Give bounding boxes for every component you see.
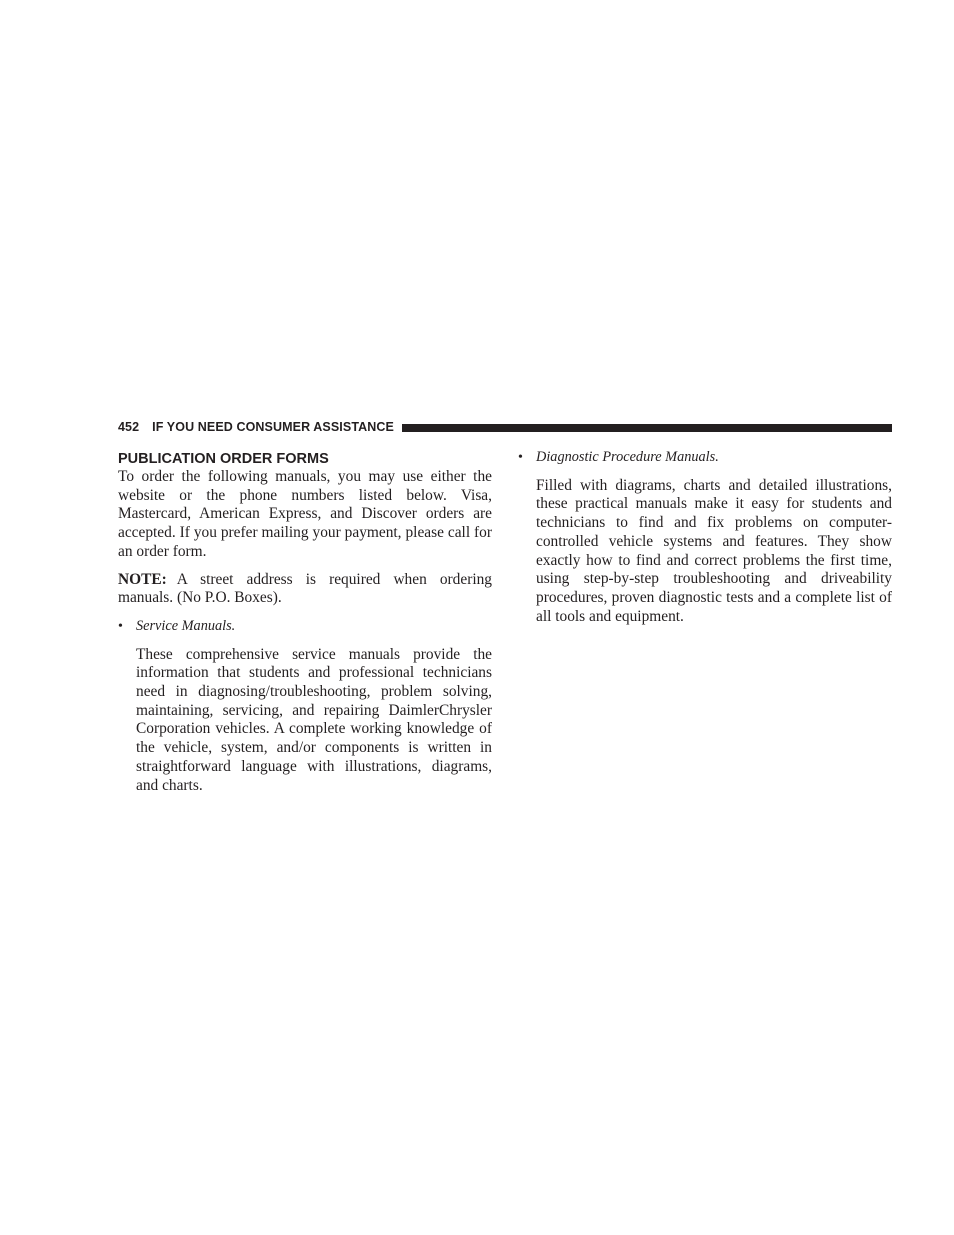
bullet-icon: • — [518, 450, 523, 465]
left-column — [118, 448, 492, 795]
bullet-label: Service Manuals. — [136, 617, 236, 634]
right-column — [518, 448, 892, 626]
bullet-label: Diagnostic Procedure Manuals. — [536, 449, 719, 465]
note-paragraph — [118, 571, 492, 608]
bullet-service-manuals — [118, 617, 492, 637]
header-rule — [402, 424, 892, 432]
section-title: IF YOU NEED CONSUMER ASSISTANCE — [152, 420, 394, 434]
note-label: NOTE: — [118, 570, 167, 588]
bullet-diagnostic-manuals — [518, 448, 892, 468]
bullet-icon: • — [118, 618, 123, 634]
diagnostic-manuals-description: Filled with diagrams, charts and detailed illustrations, these practical manuals make it easy for students and technicians to find and fix problems on computer-controlled vehicle systems and features. They show exactly how to find and correct problems the first time, using step-by-step troubleshooting and driveability procedures, proven diagnostic tests and a complete list of all tools and equipment. — [536, 476, 892, 625]
section-heading: PUBLICATION ORDER FORMS — [118, 451, 329, 467]
service-manuals-description: These comprehensive service manuals provide the information that students and professional technicians need in diagnosing/troubleshooting, problem solving, maintaining, servicing, and repairing DaimlerChrysler Corporation vehicles. A complete working knowledge of the vehicle, system, and/or components is written in straightforward language with illustrations, diagrams, and charts. — [136, 645, 492, 794]
page-header — [118, 419, 892, 435]
note-text: A street address is required when ordering manuals. (No P.O. Boxes). — [118, 570, 492, 607]
intro-paragraph: To order the following manuals, you may use either the website or the phone numbers listed below. Visa, Mastercard, American Express, and Discover orders are accepted. If you prefer mailing your payment, please call for an order form. — [118, 468, 492, 560]
page-number: 452 — [118, 420, 140, 434]
